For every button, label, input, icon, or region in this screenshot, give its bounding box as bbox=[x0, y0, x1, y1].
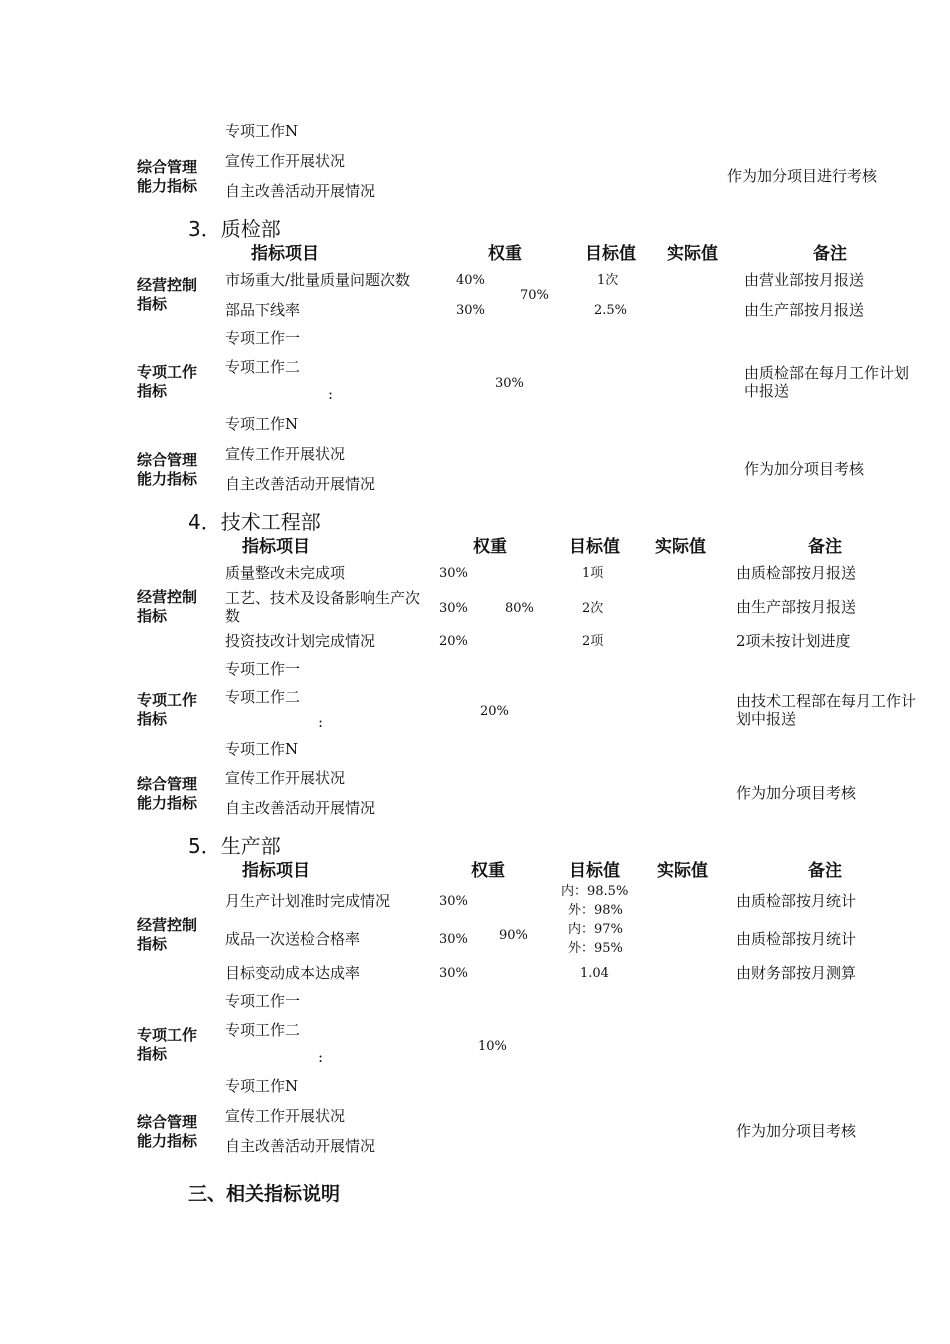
control-item: 目标变动成本达成率 bbox=[225, 964, 361, 982]
special-ellipsis: : bbox=[318, 1048, 324, 1066]
control-target: 2项 bbox=[582, 634, 604, 649]
control-target-outer: 外：95% bbox=[568, 941, 623, 956]
special-item: 专项工作N bbox=[225, 415, 299, 433]
col-header-note: 备注 bbox=[808, 537, 842, 557]
col-header-note: 备注 bbox=[808, 861, 842, 881]
control-item: 市场重大/批量质量问题次数 bbox=[225, 271, 411, 289]
col-header-weight: 权重 bbox=[473, 537, 507, 557]
special-item-n: 专项工作N bbox=[225, 122, 299, 140]
col-header-weight: 权重 bbox=[488, 244, 522, 264]
control-target-inner: 内：98.5% bbox=[561, 884, 629, 899]
special-label: 专项工作指标 bbox=[137, 691, 198, 728]
col-header-target: 目标值 bbox=[569, 537, 620, 557]
control-target: 1次 bbox=[597, 273, 619, 288]
mgmt-label: 综合管理能力指标 bbox=[137, 1113, 198, 1150]
control-note: 由营业部按月报送 bbox=[744, 271, 865, 289]
control-note: 由生产部按月报送 bbox=[744, 301, 865, 319]
col-header-item: 指标项目 bbox=[242, 537, 310, 557]
control-weight: 30% bbox=[439, 566, 468, 581]
control-item: 工艺、技术及设备影响生产次数 bbox=[225, 589, 421, 625]
mgmt-item: 宣传工作开展状况 bbox=[225, 769, 346, 787]
control-note: 由质检部按月统计 bbox=[736, 930, 857, 948]
control-item: 部品下线率 bbox=[225, 301, 301, 319]
control-total-weight: 90% bbox=[499, 928, 528, 943]
control-target-inner: 内：97% bbox=[568, 922, 623, 937]
mgmt-label: 综合管理能力指标 bbox=[137, 775, 198, 812]
control-weight: 30% bbox=[439, 601, 468, 616]
control-target: 1.04 bbox=[580, 966, 609, 981]
col-header-target: 目标值 bbox=[569, 861, 620, 881]
control-target-outer: 外：98% bbox=[568, 903, 623, 918]
control-weight: 30% bbox=[439, 894, 468, 909]
mgmt-label: 综合管理能力指标 bbox=[137, 158, 198, 195]
special-note: 由质检部在每月工作计划中报送 bbox=[744, 364, 910, 400]
section-title: 5．生产部 bbox=[188, 834, 281, 858]
mgmt-note: 作为加分项目考核 bbox=[736, 784, 857, 802]
control-note: 由质检部按月报送 bbox=[736, 564, 857, 582]
special-weight: 30% bbox=[495, 376, 524, 391]
control-target: 1项 bbox=[582, 566, 604, 581]
mgmt-note: 作为加分项目考核 bbox=[736, 1122, 857, 1140]
control-label: 经营控制指标 bbox=[137, 276, 198, 313]
control-item: 成品一次送检合格率 bbox=[225, 930, 361, 948]
special-label: 专项工作指标 bbox=[137, 363, 198, 400]
control-total-weight: 70% bbox=[520, 288, 549, 303]
special-item: 专项工作二 bbox=[225, 1021, 301, 1039]
mgmt-item: 自主改善活动开展情况 bbox=[225, 475, 376, 493]
control-label: 经营控制指标 bbox=[137, 588, 198, 625]
col-header-actual: 实际值 bbox=[655, 537, 706, 557]
special-weight: 20% bbox=[480, 704, 509, 719]
col-header-actual: 实际值 bbox=[667, 244, 718, 264]
special-label: 专项工作指标 bbox=[137, 1026, 198, 1063]
special-item: 专项工作一 bbox=[225, 992, 301, 1010]
section-heading: 三、相关指标说明 bbox=[188, 1183, 341, 1205]
control-note: 2项未按计划进度 bbox=[736, 632, 851, 650]
control-note: 由质检部按月统计 bbox=[736, 892, 857, 910]
special-item: 专项工作N bbox=[225, 1077, 299, 1095]
section-title: 3．质检部 bbox=[188, 217, 281, 241]
special-ellipsis: : bbox=[318, 713, 324, 731]
col-header-weight: 权重 bbox=[471, 861, 505, 881]
special-item: 专项工作N bbox=[225, 740, 299, 758]
control-weight: 30% bbox=[439, 932, 468, 947]
control-weight: 20% bbox=[439, 634, 468, 649]
control-item: 月生产计划准时完成情况 bbox=[225, 892, 391, 910]
mgmt-note: 作为加分项目考核 bbox=[744, 460, 865, 478]
mgmt-note: 作为加分项目进行考核 bbox=[727, 167, 878, 185]
control-weight: 30% bbox=[456, 303, 485, 318]
mgmt-item: 自主改善活动开展情况 bbox=[225, 182, 376, 200]
special-item: 专项工作一 bbox=[225, 329, 301, 347]
special-item: 专项工作一 bbox=[225, 660, 301, 678]
section-title: 4．技术工程部 bbox=[188, 510, 321, 534]
mgmt-item: 自主改善活动开展情况 bbox=[225, 799, 376, 817]
control-label: 经营控制指标 bbox=[137, 916, 198, 953]
special-item: 专项工作二 bbox=[225, 358, 301, 376]
mgmt-item: 宣传工作开展状况 bbox=[225, 152, 346, 170]
special-ellipsis: : bbox=[328, 385, 334, 403]
col-header-target: 目标值 bbox=[585, 244, 636, 264]
control-note: 由财务部按月测算 bbox=[736, 964, 857, 982]
mgmt-item: 宣传工作开展状况 bbox=[225, 445, 346, 463]
control-note: 由生产部按月报送 bbox=[736, 598, 857, 616]
special-note: 由技术工程部在每月工作计划中报送 bbox=[736, 692, 917, 728]
mgmt-label: 综合管理能力指标 bbox=[137, 451, 198, 488]
control-target: 2.5% bbox=[594, 303, 628, 318]
control-weight: 40% bbox=[456, 273, 485, 288]
control-target: 2次 bbox=[582, 601, 604, 616]
control-item: 投资技改计划完成情况 bbox=[225, 632, 376, 650]
control-total-weight: 80% bbox=[505, 601, 534, 616]
special-item: 专项工作二 bbox=[225, 688, 301, 706]
col-header-note: 备注 bbox=[813, 244, 847, 264]
mgmt-item: 宣传工作开展状况 bbox=[225, 1107, 346, 1125]
special-weight: 10% bbox=[478, 1039, 507, 1054]
col-header-item: 指标项目 bbox=[242, 861, 310, 881]
col-header-actual: 实际值 bbox=[657, 861, 708, 881]
col-header-item: 指标项目 bbox=[251, 244, 319, 264]
mgmt-item: 自主改善活动开展情况 bbox=[225, 1137, 376, 1155]
control-item: 质量整改未完成项 bbox=[225, 564, 346, 582]
control-weight: 30% bbox=[439, 966, 468, 981]
